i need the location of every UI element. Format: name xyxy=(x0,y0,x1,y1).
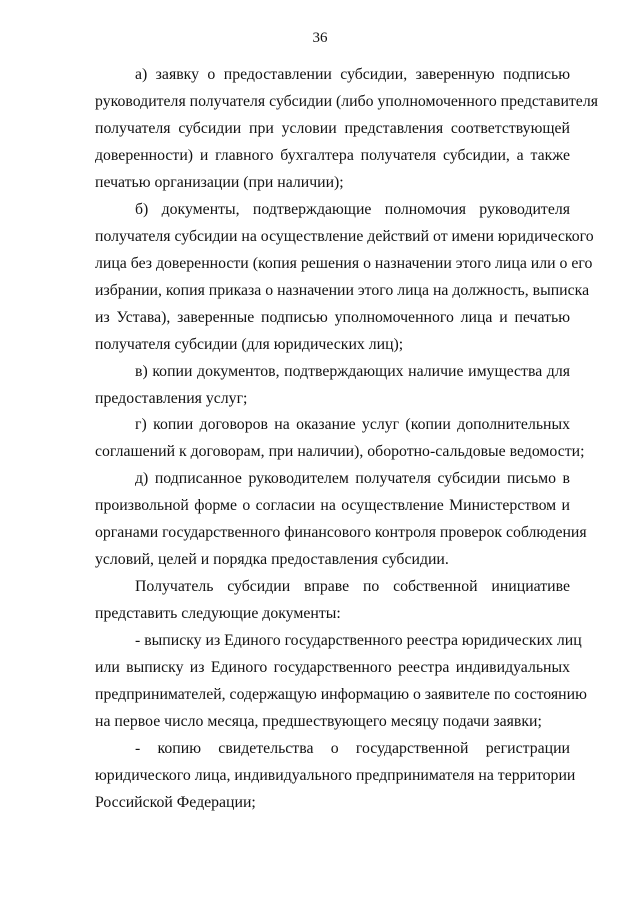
text-line: - выписку из Единого государственного реестра юридических лиц xyxy=(135,632,582,649)
text-line: на первое число месяца, предшествующего месяцу подачи заявки; xyxy=(95,713,542,730)
text-line: получателя субсидии на осуществление действий от имени юридического xyxy=(95,228,594,245)
text-line: а) заявку о предоставлении субсидии, заверенную подписью xyxy=(135,66,570,83)
text-line: предпринимателей, содержащую информацию о заявителе по состоянию xyxy=(95,686,587,703)
text-line: печатью организации (при наличии); xyxy=(95,174,344,191)
text-line: - копию свидетельства о государственной регистрации xyxy=(135,740,570,757)
text-line: руководителя получателя субсидии (либо уполномоченного представителя xyxy=(95,93,598,110)
text-line: доверенности) и главного бухгалтера получателя субсидии, а также xyxy=(95,147,570,164)
text-line: соглашений к договорам, при наличии), оборотно-сальдовые ведомости; xyxy=(95,443,585,460)
text-line: избрании, копия приказа о назначении этого лица на должность, выписка xyxy=(95,282,590,299)
text-line: произвольной форме о согласии на осуществление Министерством и xyxy=(95,497,570,514)
text-line: органами государственного финансового контроля проверок соблюдения xyxy=(95,524,587,541)
text-line: г) копии договоров на оказание услуг (копии дополнительных xyxy=(135,416,570,433)
text-line: лица без доверенности (копия решения о назначении этого лица или о его xyxy=(95,255,593,272)
text-line: в) копии документов, подтверждающих наличие имущества для xyxy=(135,363,570,380)
text-line: из Устава), заверенные подписью уполномоченного лица и печатью xyxy=(95,309,570,326)
text-line: юридического лица, индивидуального предпринимателя на территории xyxy=(95,767,576,784)
page-number: 36 xyxy=(312,30,328,46)
text-line: условий, целей и порядка предоставления субсидии. xyxy=(95,551,449,568)
text-line: получателя субсидии (для юридических лиц); xyxy=(95,336,404,353)
text-line: б) документы, подтверждающие полномочия руководителя xyxy=(135,201,570,218)
text-line: Получатель субсидии вправе по собственной инициативе xyxy=(135,578,570,595)
text-line: получателя субсидии при условии представления соответствующей xyxy=(95,120,570,137)
text-line: Российской Федерации; xyxy=(95,794,256,811)
text-line: представить следующие документы: xyxy=(95,605,341,622)
text-line: предоставления услуг; xyxy=(95,390,248,407)
text-line: д) подписанное руководителем получателя субсидии письмо в xyxy=(135,470,570,487)
text-line: или выписку из Единого государственного реестра индивидуальных xyxy=(95,659,570,676)
